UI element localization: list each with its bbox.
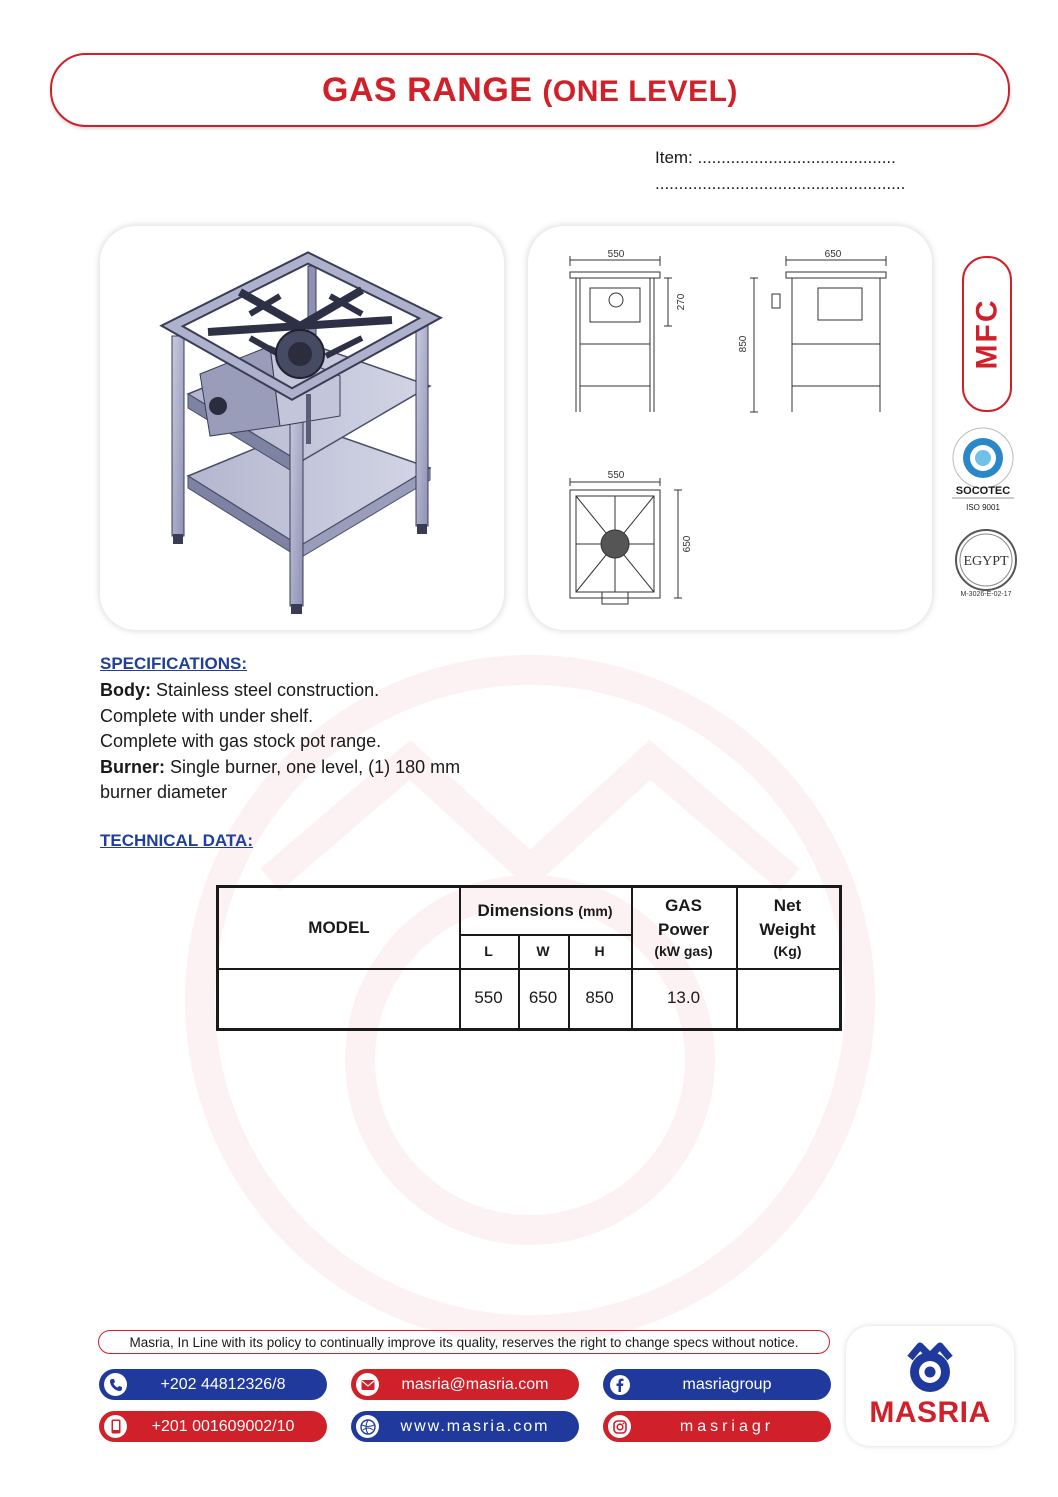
cell-weight — [736, 968, 839, 1028]
title-paren: (ONE LEVEL) — [542, 75, 738, 108]
header-net-line2: Weight — [759, 920, 816, 940]
website-pill[interactable] — [351, 1411, 579, 1442]
spec-body-label: Body: — [100, 680, 151, 700]
title-banner — [50, 53, 1010, 127]
egypt-certification-logo — [946, 528, 1026, 598]
email-icon — [356, 1373, 379, 1396]
header-dimensions-label: Dimensions — [477, 901, 574, 920]
socotec-iso-logo — [944, 424, 1022, 516]
instagram-icon — [608, 1415, 631, 1438]
header-dimensions-unit: (mm) — [578, 903, 613, 919]
phone-landline-pill[interactable] — [99, 1369, 327, 1400]
header-net-line1: Net — [773, 896, 802, 916]
technical-data-table — [216, 885, 842, 1031]
top-width-dimension: 550 — [607, 470, 625, 481]
technical-data-heading: TECHNICAL DATA: — [100, 831, 253, 850]
disclaimer: Masria, In Line with its policy to continually improve its quality, reserves the right to change specs without notice. — [98, 1330, 830, 1354]
egypt-code: M-3026-E-02-17 — [960, 591, 1012, 598]
cell-gas: 13.0 — [666, 988, 701, 1007]
spec-body-text: Stainless steel construction. — [151, 680, 380, 700]
spec-burner-label: Burner: — [100, 757, 166, 777]
socotec-name: SOCOTEC — [955, 485, 1011, 497]
technical-drawing-card — [528, 226, 932, 630]
header-gas-power — [631, 888, 736, 968]
masria-brand-name: MASRIA — [869, 1396, 991, 1429]
email-pill[interactable] — [351, 1369, 579, 1400]
item-field-line2: ..................................................... — [655, 174, 906, 193]
cell-h: 850 — [585, 988, 614, 1007]
spec-line-2: Complete with under shelf. — [100, 706, 314, 726]
specifications-heading: SPECIFICATIONS: — [100, 654, 248, 673]
side-view — [750, 256, 886, 412]
top-depth-dimension: 650 — [682, 535, 693, 553]
instagram-pill[interactable] — [603, 1411, 831, 1442]
side-depth-dimension: 650 — [824, 249, 842, 260]
masria-logo-icon — [900, 1336, 960, 1396]
facebook-handle: masriagroup — [682, 1375, 772, 1393]
mobile-phone-icon — [104, 1415, 127, 1438]
cell-model — [219, 968, 459, 1028]
mfc-text: MFC — [970, 298, 1004, 370]
front-width-dimension: 550 — [607, 249, 625, 260]
email-address: masria@masria.com — [401, 1375, 549, 1393]
header-h: H — [594, 943, 605, 959]
website-url: www.masria.com — [400, 1417, 550, 1435]
phone-mobile: +201 001609002/10 — [151, 1417, 295, 1435]
side-height-dimension: 850 — [738, 335, 749, 353]
front-view — [570, 256, 672, 412]
header-net-unit: (Kg) — [773, 943, 802, 959]
header-model: MODEL — [308, 918, 370, 937]
spec-line-3: Complete with gas stock pot range. — [100, 731, 382, 751]
phone-mobile-pill[interactable] — [99, 1411, 327, 1442]
socotec-iso: ISO 9001 — [966, 503, 1000, 512]
globe-icon — [356, 1415, 379, 1438]
mfc-logo — [962, 256, 1012, 412]
header-net-weight — [736, 888, 839, 968]
header-gas-line1: GAS — [665, 896, 702, 916]
cell-l: 550 — [474, 988, 503, 1007]
instagram-handle: masriagr — [679, 1417, 775, 1435]
product-image-card — [100, 226, 504, 630]
spec-line-5: burner diameter — [100, 782, 228, 802]
title-main: GAS RANGE — [322, 71, 533, 109]
phone-icon — [104, 1373, 127, 1396]
spec-burner-text: Single burner, one level, (1) 180 mm — [165, 757, 461, 777]
header-gas-line2: Power — [657, 920, 710, 940]
header-dimensions — [459, 888, 631, 934]
header-l: L — [484, 943, 493, 959]
masria-logo-card — [846, 1326, 1014, 1446]
phone-landline: +202 44812326/8 — [160, 1375, 286, 1393]
facebook-icon — [608, 1373, 631, 1396]
egypt-text: EGYPT — [963, 554, 1009, 569]
top-view — [570, 478, 682, 604]
header-gas-unit: (kW gas) — [654, 943, 713, 959]
item-field: Item: .......................................... — [655, 148, 896, 167]
front-burner-height-dimension: 270 — [676, 293, 687, 311]
header-w: W — [536, 943, 550, 959]
spec-burner — [100, 757, 460, 778]
page-title — [52, 55, 1008, 125]
gas-range-3d-render — [100, 226, 504, 630]
cell-w: 650 — [528, 988, 558, 1007]
technical-drawing — [528, 226, 932, 630]
spec-body — [100, 680, 379, 701]
facebook-pill[interactable] — [603, 1369, 831, 1400]
